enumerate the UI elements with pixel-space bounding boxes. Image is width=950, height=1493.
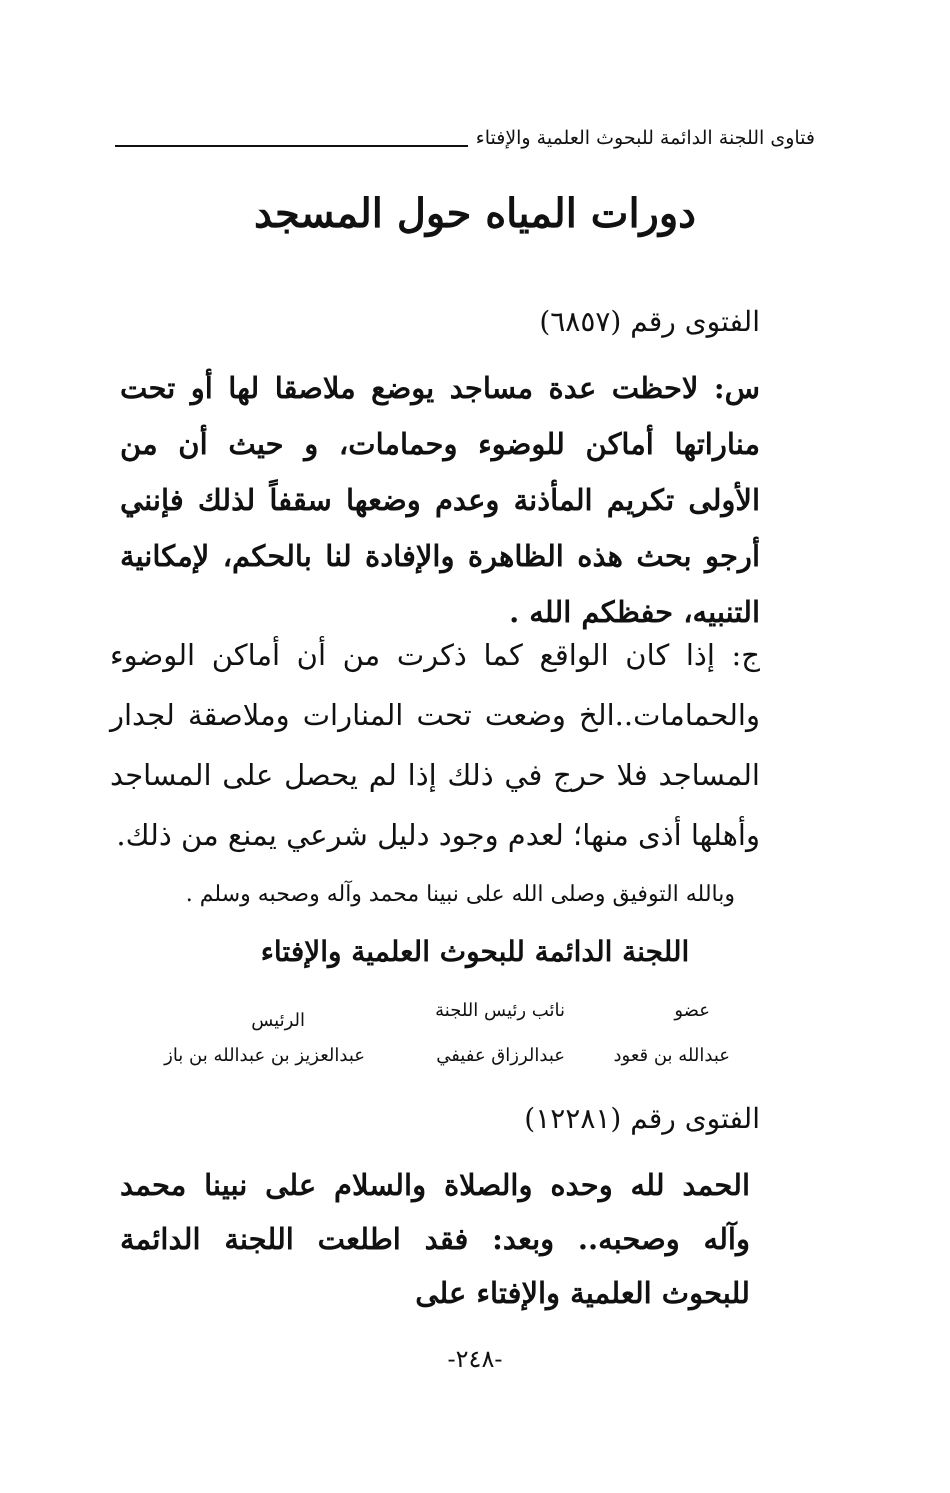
question-paragraph: س: لاحظت عدة مساجد يوضع ملاصقا لها أو تحت مناراتها أماكن للوضوء وحمامات، و حيث أن من الأولى تكريم المأذنة وعدم وضعها سقفاً لذلك فإنني أرجو بحث هذه الظاهرة والإفادة لنا بالحكم، لإمكانية التنبيه، حفظكم الله . (120, 371, 760, 629)
signature-role-deputy: نائب رئيس اللجنة (435, 1000, 565, 1021)
committee-heading: اللجنة الدائمة للبحوث العلمية والإفتاء (260, 935, 690, 968)
fatwa-number-1: الفتوى رقم (٦٨٥٧) (539, 305, 760, 338)
chapter-title: دورات المياه حول المسجد (253, 190, 696, 237)
fatwa-number-2: الفتوى رقم (١٢٢٨١) (524, 1102, 760, 1135)
closing-line: وبالله التوفيق وصلى الله على نبينا محمد وآله وصحبه وسلم . (185, 882, 735, 907)
signature-name-member: عبدالله بن قعود (613, 1045, 730, 1066)
signature-role-member: عضو (674, 1000, 710, 1021)
signature-name-chair: عبدالعزيز بن عبدالله بن باز (164, 1045, 365, 1066)
running-header-text: فتاوى اللجنة الدائمة للبحوث العلمية والإفتاء (475, 127, 815, 149)
opening-paragraph: الحمد لله وحده والصلاة والسلام على نبينا محمد وآله وصحبه.. وبعد: فقد اطلعت اللجنة الدائمة للبحوث العلمية والإفتاء على (120, 1168, 750, 1310)
page-number: -٢٤٨- (447, 1345, 503, 1373)
signature-name-deputy: عبدالرزاق عفيفي (436, 1045, 565, 1066)
signature-role-chair: الرئيس (251, 1010, 305, 1031)
answer-paragraph: ج: إذا كان الواقع كما ذكرت من أن أماكن الوضوء والحمامات..الخ وضعت تحت المنارات وملاصقة لجدار المساجد فلا حرج في ذلك إذا لم يحصل على المساجد وأهلها أذى منها؛ لعدم وجود دليل شرعي يمنع من ذلك. (110, 638, 760, 852)
running-header-rule (115, 145, 468, 147)
running-header (115, 118, 815, 158)
